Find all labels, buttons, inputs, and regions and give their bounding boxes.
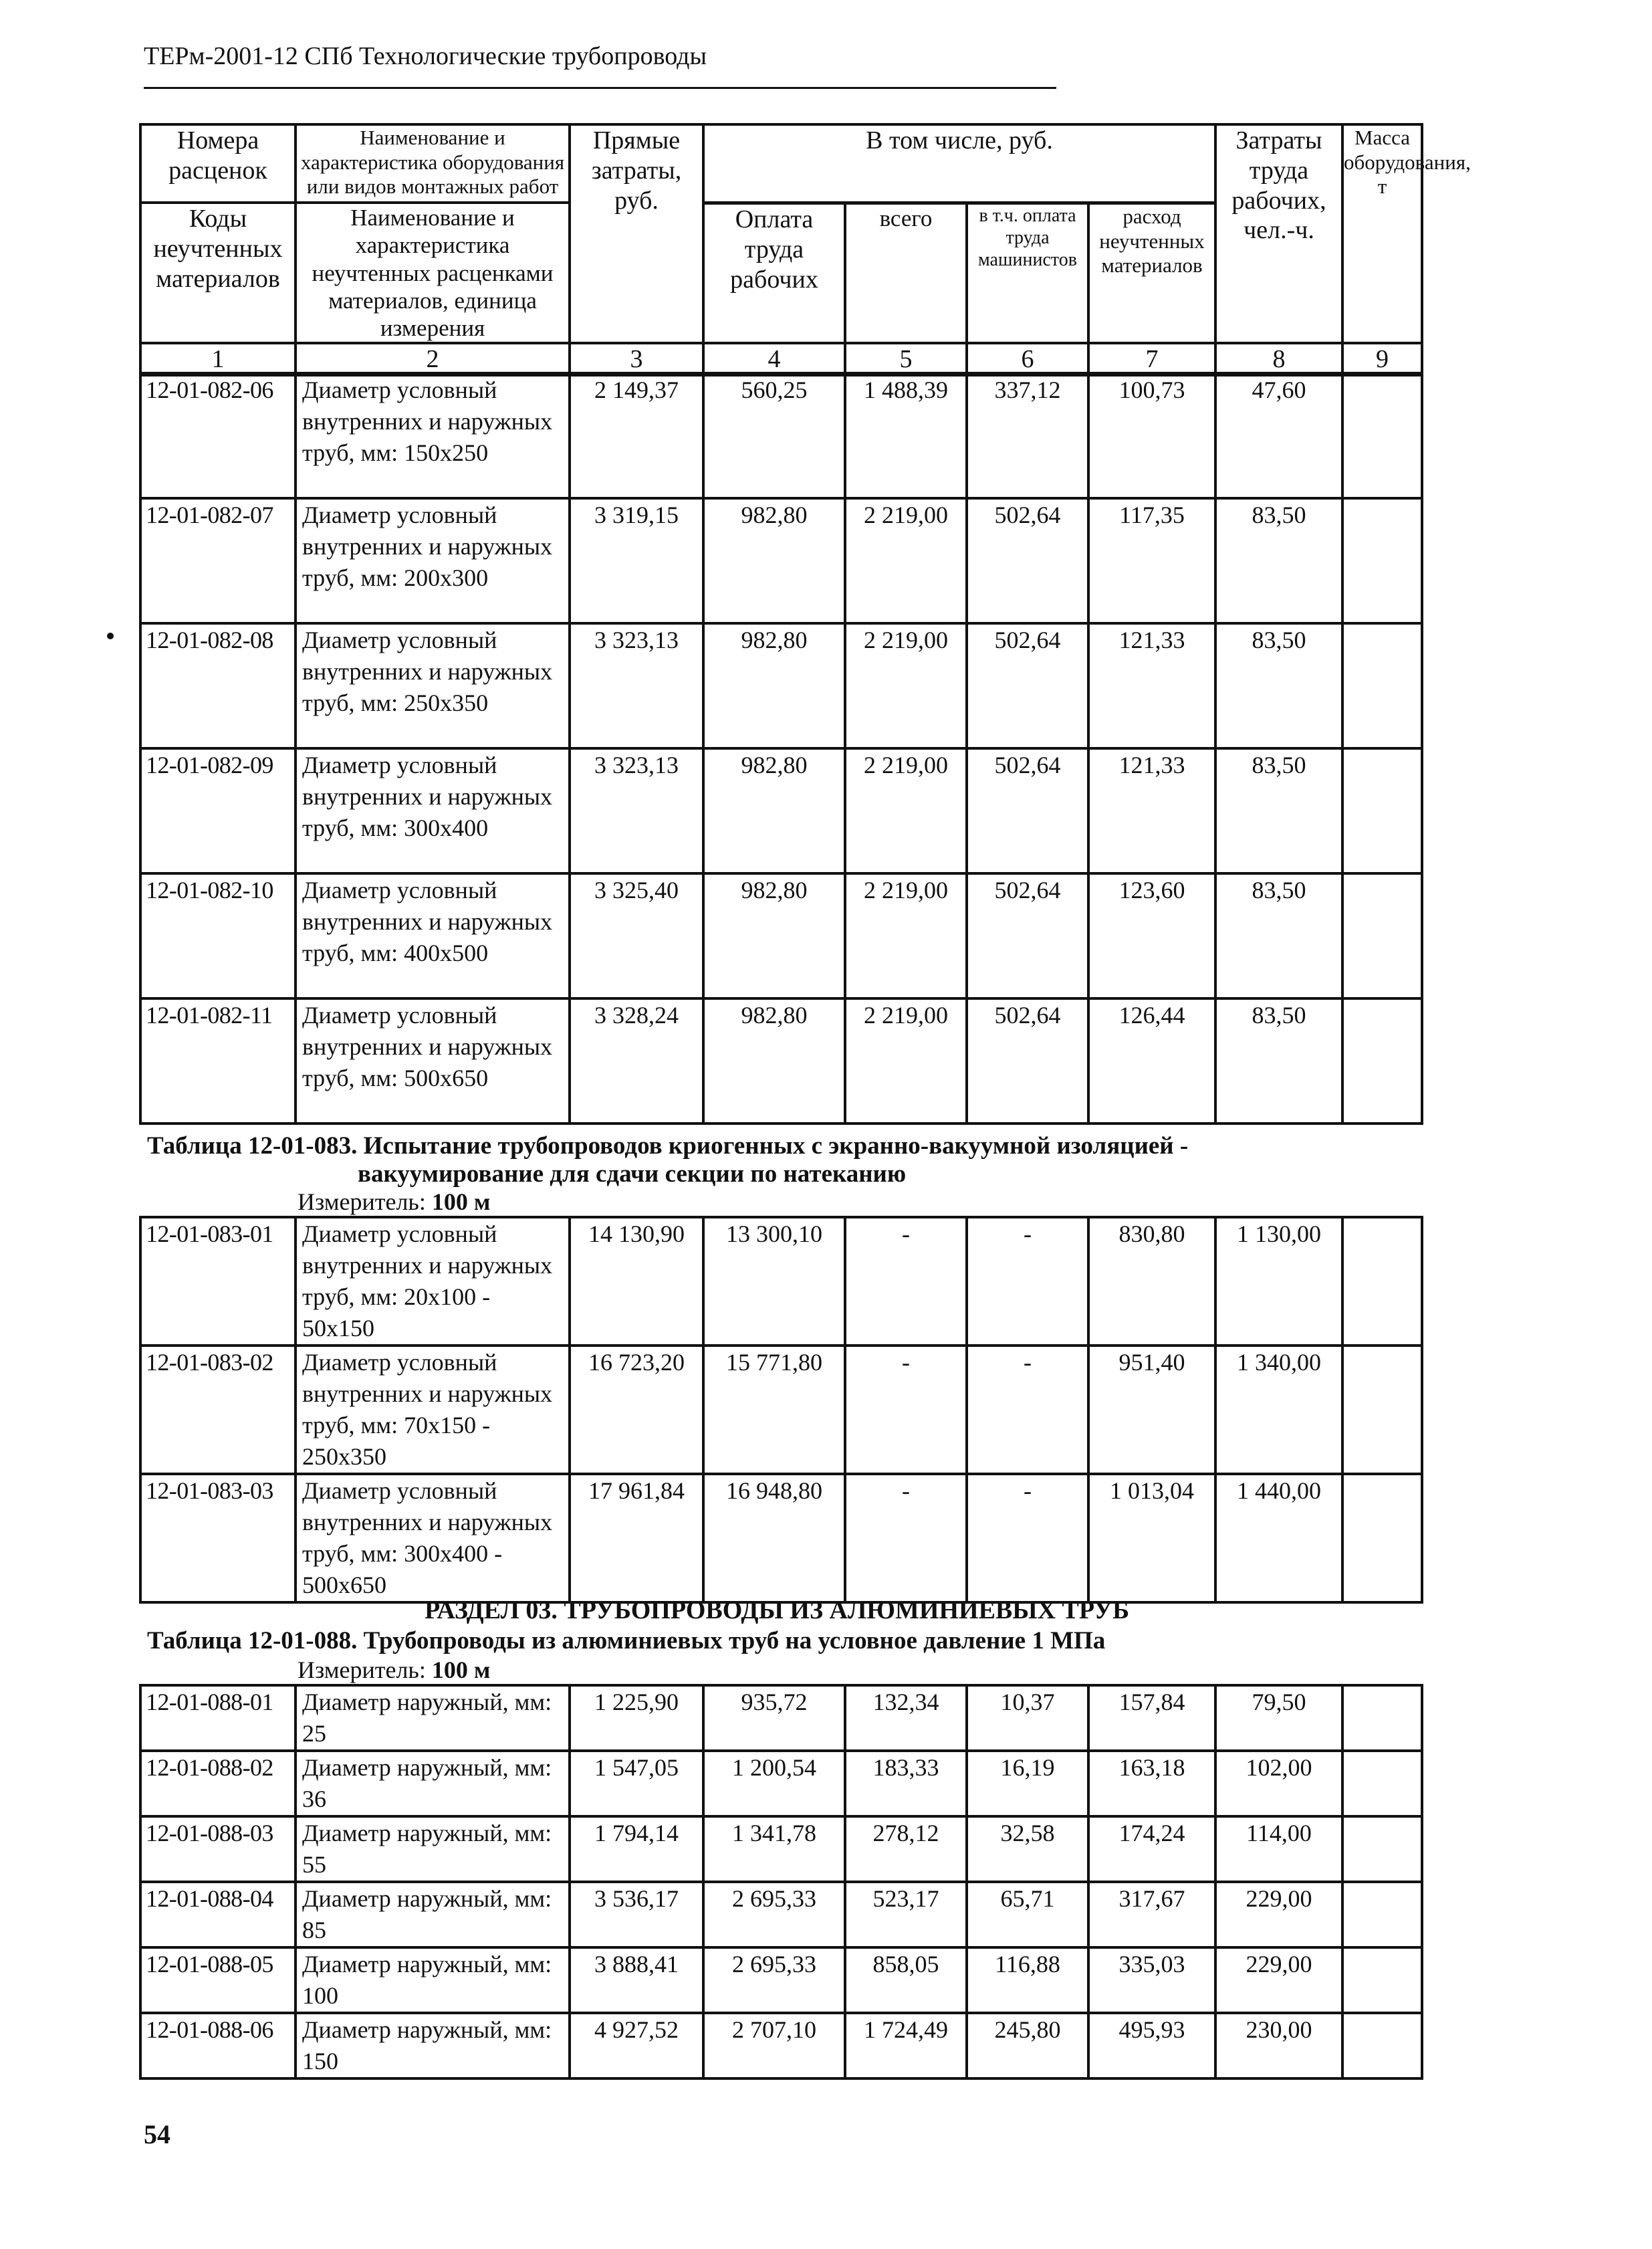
equipment-mass	[1342, 1751, 1422, 1816]
equipment-mass	[1342, 1816, 1422, 1882]
column-header-table	[139, 123, 1471, 377]
work-name: Диаметр условный внутренних и наружных труб, мм: 400x500	[296, 873, 570, 998]
labor-cost: 15 771,80	[703, 1346, 845, 1474]
materials-cost: 335,03	[1088, 1947, 1215, 2013]
machinist-labor-cost: -	[967, 1474, 1088, 1602]
work-name: Диаметр условный внутренних и наружных труб, мм: 200x300	[296, 498, 570, 623]
work-name: Диаметр условный внутренних и наружных труб, мм: 20x100 - 50x150	[296, 1217, 570, 1346]
machine-cost: 2 219,00	[845, 623, 967, 748]
hdr-mach-total: всего	[845, 203, 967, 343]
direct-cost: 2 149,37	[570, 373, 703, 498]
colnum: 4	[703, 343, 845, 375]
labor-cost: 1 341,78	[703, 1816, 845, 1882]
machine-cost: 2 219,00	[845, 748, 967, 873]
rate-code: 12-01-088-06	[140, 2013, 296, 2078]
machine-cost: -	[845, 1474, 967, 1602]
direct-cost: 3 319,15	[570, 498, 703, 623]
colnum: 6	[967, 343, 1088, 375]
hdr-name-a: Наименование и характеристика оборудования или видов монтажных работ	[296, 124, 570, 203]
machinist-labor-cost: 65,71	[967, 1882, 1088, 1947]
rate-code: 12-01-088-01	[140, 1685, 296, 1751]
machine-cost: 2 219,00	[845, 498, 967, 623]
hdr-name-b: Наименование и характеристика неучтенных расценками материалов, единица измерения	[296, 203, 570, 343]
materials-cost: 1 013,04	[1088, 1474, 1215, 1602]
work-name: Диаметр условный внутренних и наружных труб, мм: 150x250	[296, 373, 570, 498]
machinist-labor-cost: 16,19	[967, 1751, 1088, 1816]
equipment-mass	[1342, 873, 1422, 998]
table-row	[140, 1947, 1422, 2013]
hdr-labor: Оплата труда рабочих	[703, 203, 845, 343]
labor-hours: 230,00	[1215, 2013, 1342, 2078]
work-name: Диаметр условный внутренних и наружных труб, мм: 300x400 - 500x650	[296, 1474, 570, 1602]
table-row	[140, 998, 1422, 1123]
direct-cost: 3 323,13	[570, 623, 703, 748]
materials-cost: 317,67	[1088, 1882, 1215, 1947]
rate-code: 12-01-082-10	[140, 873, 296, 998]
table-row	[140, 623, 1422, 748]
colnum: 9	[1342, 343, 1422, 375]
machinist-labor-cost: 502,64	[967, 498, 1088, 623]
work-name: Диаметр условный внутренних и наружных труб, мм: 500x650	[296, 998, 570, 1123]
direct-cost: 17 961,84	[570, 1474, 703, 1602]
materials-cost: 157,84	[1088, 1685, 1215, 1751]
labor-hours: 83,50	[1215, 998, 1342, 1123]
direct-cost: 3 323,13	[570, 748, 703, 873]
machine-cost: 183,33	[845, 1751, 967, 1816]
direct-cost: 3 328,24	[570, 998, 703, 1123]
running-header: ТЕРм-2001-12 СПб Технологические трубопроводы	[144, 42, 707, 70]
machine-cost: 132,34	[845, 1685, 967, 1751]
colnum: 8	[1215, 343, 1342, 375]
hdr-codes-b: Коды неучтенных материалов	[140, 203, 296, 343]
machine-cost: -	[845, 1217, 967, 1346]
measure-value: 100 м	[431, 1656, 491, 1683]
direct-cost: 1 794,14	[570, 1816, 703, 1882]
table-row	[140, 1685, 1422, 1751]
hdr-incl: В том числе, руб.	[703, 124, 1215, 203]
rate-code: 12-01-088-02	[140, 1751, 296, 1816]
labor-cost: 16 948,80	[703, 1474, 845, 1602]
table-083	[139, 1216, 1423, 1604]
colnum: 7	[1088, 343, 1215, 375]
materials-cost: 163,18	[1088, 1751, 1215, 1816]
labor-cost: 13 300,10	[703, 1217, 845, 1346]
work-name: Диаметр наружный, мм: 36	[296, 1751, 570, 1816]
labor-hours: 83,50	[1215, 623, 1342, 748]
labor-cost: 2 695,33	[703, 1882, 845, 1947]
machine-cost: 278,12	[845, 1816, 967, 1882]
machine-cost: 523,17	[845, 1882, 967, 1947]
materials-cost: 100,73	[1088, 373, 1215, 498]
direct-cost: 3 325,40	[570, 873, 703, 998]
machinist-labor-cost: 10,37	[967, 1685, 1088, 1751]
machine-cost: 2 219,00	[845, 998, 967, 1123]
work-name: Диаметр наружный, мм: 100	[296, 1947, 570, 2013]
measure-value: 100 м	[431, 1188, 491, 1215]
table-row	[140, 373, 1422, 498]
materials-cost: 951,40	[1088, 1346, 1215, 1474]
table-row	[140, 498, 1422, 623]
table-088-caption: Таблица 12-01-088. Трубопроводы из алюминиевых труб на условное давление 1 МПа	[147, 1627, 1106, 1654]
measure-label: Измеритель:	[298, 1188, 426, 1215]
colnum: 5	[845, 343, 967, 375]
machinist-labor-cost: 116,88	[967, 1947, 1088, 2013]
equipment-mass	[1342, 1217, 1422, 1346]
table-088-measure	[298, 1656, 490, 1684]
table-082	[139, 372, 1423, 1125]
machine-cost: 1 488,39	[845, 373, 967, 498]
labor-cost: 982,80	[703, 748, 845, 873]
labor-hours: 83,50	[1215, 748, 1342, 873]
materials-cost: 117,35	[1088, 498, 1215, 623]
table-row	[140, 748, 1422, 873]
table-083-caption-line2: вакуумирование для сдачи секции по натеканию	[358, 1160, 907, 1188]
machinist-labor-cost: 502,64	[967, 998, 1088, 1123]
rate-code: 12-01-082-07	[140, 498, 296, 623]
equipment-mass	[1342, 1882, 1422, 1947]
colnum: 2	[296, 343, 570, 375]
header-rule	[144, 87, 1056, 89]
table-row	[140, 1816, 1422, 1882]
table-row	[140, 1346, 1422, 1474]
machinist-labor-cost: 32,58	[967, 1816, 1088, 1882]
rate-code: 12-01-083-02	[140, 1346, 296, 1474]
labor-hours: 1 440,00	[1215, 1474, 1342, 1602]
equipment-mass	[1342, 373, 1422, 498]
hdr-mass: Масса оборудования, т	[1342, 124, 1422, 343]
work-name: Диаметр наружный, мм: 150	[296, 2013, 570, 2078]
equipment-mass	[1342, 1947, 1422, 2013]
materials-cost: 123,60	[1088, 873, 1215, 998]
table-row	[140, 1882, 1422, 1947]
table-083-measure	[298, 1188, 490, 1216]
labor-hours: 47,60	[1215, 373, 1342, 498]
rate-code: 12-01-083-01	[140, 1217, 296, 1346]
labor-hours: 79,50	[1215, 1685, 1342, 1751]
table-083-caption-line1: Таблица 12-01-083. Испытание трубопроводов криогенных с экранно-вакуумной изоляцией -	[147, 1132, 1189, 1160]
machinist-labor-cost: 502,64	[967, 748, 1088, 873]
direct-cost: 1 225,90	[570, 1685, 703, 1751]
equipment-mass	[1342, 2013, 1422, 2078]
table-row	[140, 1474, 1422, 1602]
table-row	[140, 1217, 1422, 1346]
rate-code: 12-01-088-04	[140, 1882, 296, 1947]
table-088	[139, 1684, 1423, 2080]
equipment-mass	[1342, 1685, 1422, 1751]
machinist-labor-cost: 502,64	[967, 873, 1088, 998]
materials-cost: 121,33	[1088, 623, 1215, 748]
direct-cost: 3 536,17	[570, 1882, 703, 1947]
labor-hours: 83,50	[1215, 498, 1342, 623]
colnum: 1	[140, 343, 296, 375]
machine-cost: 2 219,00	[845, 873, 967, 998]
equipment-mass	[1342, 1346, 1422, 1474]
labor-hours: 83,50	[1215, 873, 1342, 998]
section-03-title: РАЗДЕЛ 03. ТРУБОПРОВОДЫ ИЗ АЛЮМИНИЕВЫХ ТРУБ	[425, 1596, 1130, 1624]
hdr-materials: расход неучтенных материалов	[1088, 203, 1215, 343]
work-name: Диаметр наружный, мм: 25	[296, 1685, 570, 1751]
rate-code: 12-01-083-03	[140, 1474, 296, 1602]
colnum: 3	[570, 343, 703, 375]
materials-cost: 495,93	[1088, 2013, 1215, 2078]
materials-cost: 174,24	[1088, 1816, 1215, 1882]
machinist-labor-cost: 337,12	[967, 373, 1088, 498]
labor-hours: 102,00	[1215, 1751, 1342, 1816]
work-name: Диаметр условный внутренних и наружных труб, мм: 70x150 - 250x350	[296, 1346, 570, 1474]
rate-code: 12-01-088-03	[140, 1816, 296, 1882]
direct-cost: 1 547,05	[570, 1751, 703, 1816]
direct-cost: 14 130,90	[570, 1217, 703, 1346]
equipment-mass	[1342, 998, 1422, 1123]
measure-label: Измеритель:	[298, 1656, 426, 1683]
work-name: Диаметр наружный, мм: 85	[296, 1882, 570, 1947]
labor-cost: 560,25	[703, 373, 845, 498]
labor-cost: 982,80	[703, 498, 845, 623]
margin-dot	[107, 633, 114, 639]
materials-cost: 126,44	[1088, 998, 1215, 1123]
work-name: Диаметр наружный, мм: 55	[296, 1816, 570, 1882]
labor-cost: 982,80	[703, 998, 845, 1123]
rate-code: 12-01-082-09	[140, 748, 296, 873]
hdr-direct: Прямые затраты, руб.	[570, 124, 703, 343]
labor-hours: 229,00	[1215, 1947, 1342, 2013]
machine-cost: 1 724,49	[845, 2013, 967, 2078]
equipment-mass	[1342, 1474, 1422, 1602]
work-name: Диаметр условный внутренних и наружных труб, мм: 300x400	[296, 748, 570, 873]
hdr-mach-labor: в т.ч. оплата труда машинистов	[967, 203, 1088, 343]
work-name: Диаметр условный внутренних и наружных труб, мм: 250x350	[296, 623, 570, 748]
equipment-mass	[1342, 623, 1422, 748]
machine-cost: 858,05	[845, 1947, 967, 2013]
hdr-hours: Затраты труда рабочих, чел.-ч.	[1215, 124, 1342, 343]
machinist-labor-cost: 502,64	[967, 623, 1088, 748]
materials-cost: 121,33	[1088, 748, 1215, 873]
rate-code: 12-01-082-06	[140, 373, 296, 498]
labor-cost: 1 200,54	[703, 1751, 845, 1816]
table-row	[140, 873, 1422, 998]
direct-cost: 16 723,20	[570, 1346, 703, 1474]
machinist-labor-cost: -	[967, 1217, 1088, 1346]
labor-cost: 2 695,33	[703, 1947, 845, 2013]
labor-cost: 2 707,10	[703, 2013, 845, 2078]
direct-cost: 3 888,41	[570, 1947, 703, 2013]
labor-hours: 1 130,00	[1215, 1217, 1342, 1346]
equipment-mass	[1342, 748, 1422, 873]
labor-hours: 1 340,00	[1215, 1346, 1342, 1474]
direct-cost: 4 927,52	[570, 2013, 703, 2078]
rate-code: 12-01-082-11	[140, 998, 296, 1123]
page-number: 54	[144, 2119, 170, 2149]
hdr-codes-a: Номера расценок	[140, 124, 296, 203]
labor-hours: 229,00	[1215, 1882, 1342, 1947]
table-row	[140, 1751, 1422, 1816]
labor-cost: 982,80	[703, 623, 845, 748]
labor-cost: 935,72	[703, 1685, 845, 1751]
labor-cost: 982,80	[703, 873, 845, 998]
equipment-mass	[1342, 498, 1422, 623]
materials-cost: 830,80	[1088, 1217, 1215, 1346]
labor-hours: 114,00	[1215, 1816, 1342, 1882]
table-row	[140, 2013, 1422, 2078]
rate-code: 12-01-088-05	[140, 1947, 296, 2013]
machine-cost: -	[845, 1346, 967, 1474]
rate-code: 12-01-082-08	[140, 623, 296, 748]
machinist-labor-cost: 245,80	[967, 2013, 1088, 2078]
machinist-labor-cost: -	[967, 1346, 1088, 1474]
